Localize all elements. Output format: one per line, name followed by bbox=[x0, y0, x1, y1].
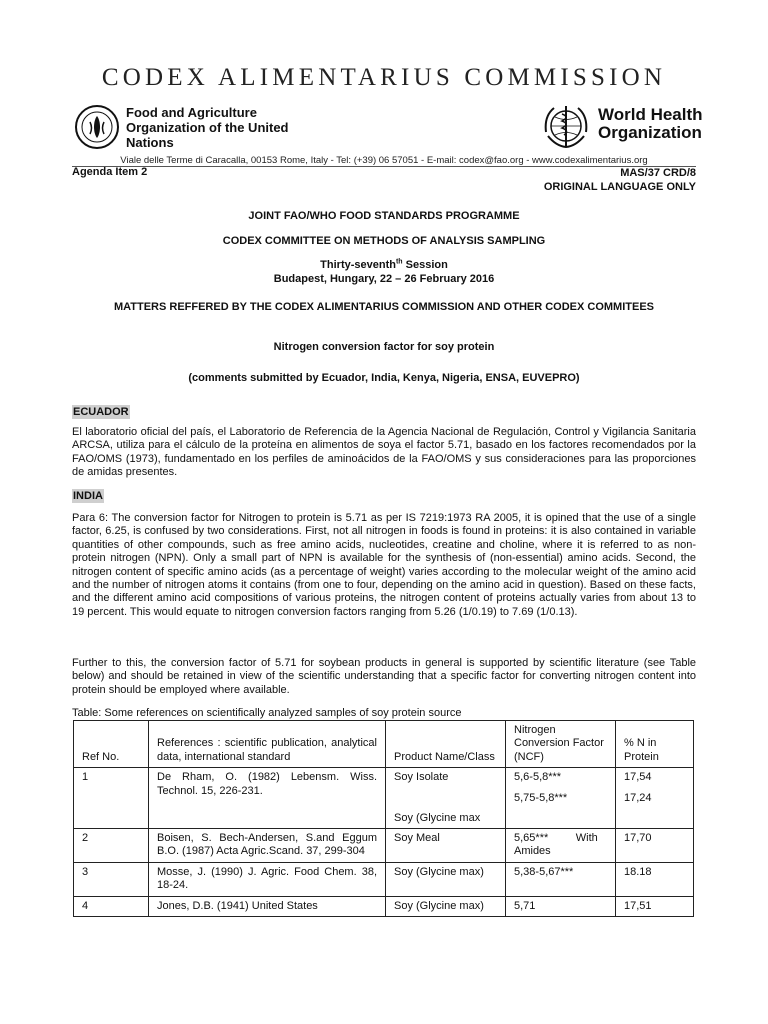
header-percent-n: % N in Protein bbox=[616, 721, 694, 768]
contact-address: Viale delle Terme di Caracalla, 00153 Rome, Italy - Tel: (+39) 06 57051 - E-mail: codex@fao.org - www.codexalimentarius.org bbox=[120, 155, 648, 166]
session-text: Thirty-seventh bbox=[320, 259, 396, 271]
row-ref: 2 bbox=[74, 829, 149, 863]
session-title bbox=[72, 258, 696, 272]
row-citation: Mosse, J. (1990) J. Agric. Food Chem. 38, 18-24. bbox=[149, 862, 386, 896]
table-header-row bbox=[74, 721, 694, 768]
row-product: Soy Meal bbox=[386, 829, 506, 863]
agenda-item: Agenda Item 2 bbox=[72, 166, 148, 178]
percent-value: 17,24 bbox=[624, 791, 652, 804]
who-name: World Health Organization bbox=[598, 105, 703, 142]
row-percent: 17,70 bbox=[616, 829, 694, 863]
commission-title: CODEX ALIMENTARIUS COMMISSION bbox=[101, 64, 667, 91]
row-citation: Jones, D.B. (1941) United States bbox=[149, 896, 386, 916]
matters-title: MATTERS REFFERED BY THE CODEX ALIMENTARIUS COMMISSION AND OTHER CODEX COMMITEES bbox=[113, 301, 655, 313]
row-percent bbox=[616, 768, 694, 829]
session-place-date: Budapest, Hungary, 22 – 26 February 2016 bbox=[273, 273, 495, 285]
row-ncf bbox=[506, 768, 616, 829]
row-ncf: 5,65*** With Amides bbox=[506, 829, 616, 863]
who-emblem-icon bbox=[540, 102, 592, 152]
product-value: Soy Isolate bbox=[394, 771, 449, 784]
references-table bbox=[73, 720, 694, 917]
row-citation: Boisen, S. Bech-Andersen, S.and Eggum B.O. (1987) Acta Agric.Scand. 37, 299-304 bbox=[149, 829, 386, 863]
comments-subtitle: (comments submitted by Ecuador, India, Kenya, Nigeria, ENSA, EUVEPRO) bbox=[188, 372, 580, 384]
product-value: Soy (Glycine max bbox=[394, 811, 481, 824]
session-sup: th bbox=[395, 258, 403, 266]
ecuador-text: El laboratorio oficial del país, el Laboratorio de Referencia de la Agencia Nacional de Regulación, Control y Vigilancia Sanitaria ARCSA, utiliza para el cálculo de la proteína en alimentos de soya el factor 5.71, basado en los factores recomendados por la FAO/OMS (1973), fundamentado en los perfiles de aminoácidos de la FAO/OMS y sus consideraciones para las proporciones de amidas presentes. bbox=[72, 426, 696, 479]
document-reference bbox=[544, 166, 696, 194]
section-heading-ecuador: ECUADOR bbox=[73, 406, 129, 418]
row-percent: 18.18 bbox=[616, 862, 694, 896]
programme-title: JOINT FAO/WHO FOOD STANDARDS PROGRAMME bbox=[248, 210, 520, 222]
row-ncf: 5,71 bbox=[506, 896, 616, 916]
row-product: Soy (Glycine max) bbox=[386, 896, 506, 916]
language-note: ORIGINAL LANGUAGE ONLY bbox=[543, 181, 696, 193]
row-product: Soy (Glycine max) bbox=[386, 862, 506, 896]
committee-title: CODEX COMMITTEE ON METHODS OF ANALYSIS SAMPLING bbox=[222, 235, 546, 247]
document-code: MAS/37 CRD/8 bbox=[620, 167, 696, 179]
row-ref: 3 bbox=[74, 862, 149, 896]
table-row bbox=[74, 896, 694, 916]
ncf-value: 5,6-5,8*** bbox=[514, 771, 562, 784]
table-row bbox=[74, 829, 694, 863]
section-heading-india: INDIA bbox=[73, 490, 103, 502]
session-word: Session bbox=[402, 259, 448, 271]
fao-name: Food and Agriculture Organization of the United Nations bbox=[126, 105, 289, 150]
fao-emblem-icon bbox=[74, 104, 120, 150]
header-ref-no: Ref No. bbox=[74, 721, 149, 768]
ncf-value: 5,75-5,8*** bbox=[514, 791, 568, 804]
row-citation: De Rham, O. (1982) Lebensm. Wiss. Technol. 15, 226-231. bbox=[149, 768, 386, 829]
india-paragraph-2: Further to this, the conversion factor of 5.71 for soybean products in general is supported by scientific literature (see Table below) and should be retained in view of the scientific understanding that a specific factor for converting nitrogen content into protein should be employed where available. bbox=[72, 657, 696, 696]
header-ncf: Nitrogen Conversion Factor (NCF) bbox=[506, 721, 616, 768]
row-ref: 4 bbox=[74, 896, 149, 916]
row-ref: 1 bbox=[74, 768, 149, 829]
row-ncf: 5,38-5,67*** bbox=[506, 862, 616, 896]
who-logo-block bbox=[540, 102, 703, 152]
table-row bbox=[74, 768, 694, 829]
india-paragraph-1: Para 6: The conversion factor for Nitrogen to protein is 5.71 as per IS 7219:1973 RA 2005, it is opined that the use of a single factor, 6.25, is confused by two considerations. First, not all nitrogen in foods is found in proteins: it is also contained in variable quantities of other compounds, such as free amino acids, nucleotides, creatine and choline, where it is referred to as non-protein nitrogen (NPN). Only a small part of NPN is available for the synthesis of (non-essential) amino acids. Second, the nitrogen content of specific amino acids (as a percentage of weight) varies according to the molecular weight of the amino acid and the number of nitrogen atoms it contains (from one to four, depending on the amino acid in question). Based on these facts, and the different amino acid compositions of various proteins, the nitrogen content of proteins actually varies from about 13 to 19 percent. This would equate to nitrogen conversion factors ranging from 5.26 (1/0.19) to 7.69 (1/0.13). bbox=[72, 512, 696, 618]
header-references: References : scientific publication, analytical data, international standard bbox=[149, 721, 386, 768]
row-product bbox=[386, 768, 506, 829]
table-caption: Table: Some references on scientifically analyzed samples of soy protein source bbox=[72, 707, 462, 719]
header-product: Product Name/Class bbox=[386, 721, 506, 768]
row-percent: 17,51 bbox=[616, 896, 694, 916]
table-row bbox=[74, 862, 694, 896]
topic-title: Nitrogen conversion factor for soy protein bbox=[273, 341, 495, 353]
percent-value: 17,54 bbox=[624, 771, 652, 784]
